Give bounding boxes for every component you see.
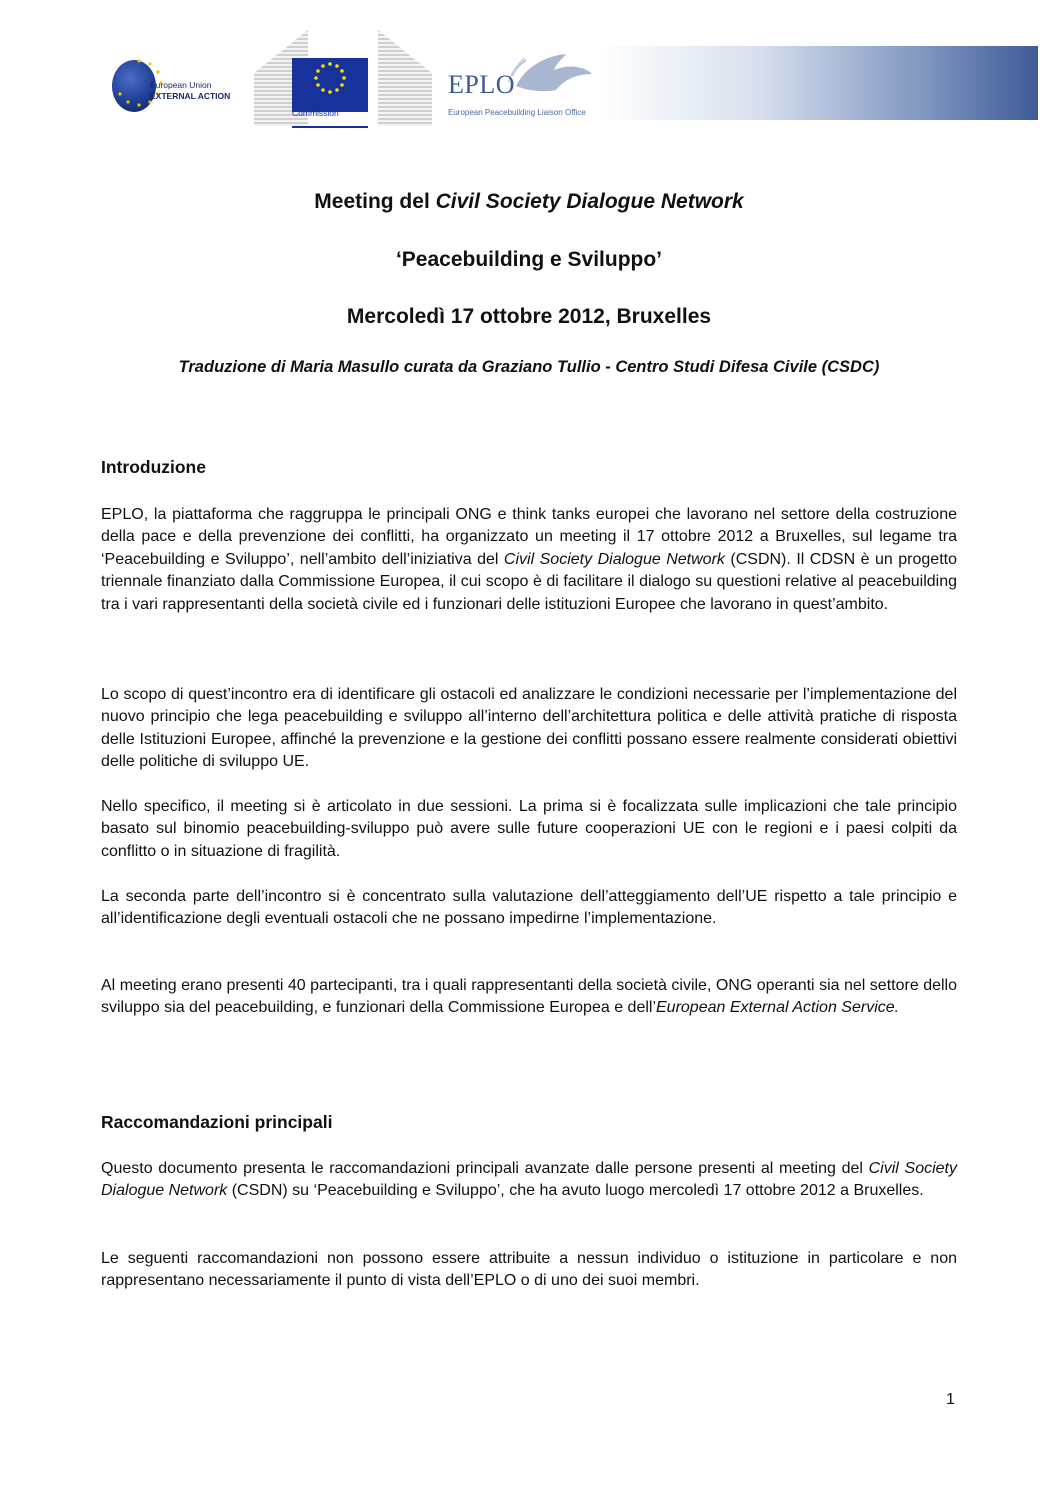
eplo-logo-name: EPLO: [448, 70, 515, 99]
eu-logo-line1: European Union: [150, 80, 212, 90]
recommendations-paragraph-1: [101, 1158, 957, 1203]
intro-p5-text: [101, 975, 957, 1020]
rec-p1-part-b: (CSDN) su ‘Peacebuilding e Sviluppo’, che ha avuto luogo mercoledì 17 ottobre 2012 a Bruxelles.: [227, 1182, 924, 1200]
intro-p5-part-a: Al meeting erano presenti 40 partecipanti, tra i quali rappresentanti della società civile, ONG operanti sia nel settore dello sviluppo sia del peacebuilding, e funzionari della Commissione Europea e dell’: [101, 977, 957, 1017]
intro-paragraph-5: [101, 975, 957, 1020]
document-subtitle: ‘Peacebuilding e Sviluppo’: [395, 248, 663, 271]
title-block: [0, 188, 1058, 378]
header-gradient-band: [600, 46, 1038, 120]
eu-external-action-logo: [112, 56, 252, 118]
rec-p1-part-a: Questo documento presenta le raccomandazioni principali avanzate dalle persone presenti al meeting del: [101, 1160, 869, 1177]
page-number: 1: [946, 1391, 955, 1408]
intro-p3-text: Nello specifico, il meeting si è articolato in due sessioni. La prima si è focalizzata sulle implicazioni che tale principio basato sul binomio peacebuilding-sviluppo può avere sulle future cooperazioni UE con le regioni e i paesi colpiti da conflitto o in situazione di fragilità.: [101, 798, 957, 860]
rec-p2-text: Le seguenti raccomandazioni non possono essere attribuite a nessun individuo o istituzione in particolare e non rappresentano necessariamente il punto di vista dell’EPLO o di uno dei suoi membri.: [101, 1250, 957, 1290]
title-prefix: Meeting del: [314, 190, 436, 213]
document-title: [0, 188, 1058, 216]
eu-logo-line2: EXTERNAL ACTION: [150, 91, 231, 101]
ec-logo-line2: Commission: [292, 108, 339, 118]
intro-p4-text: La seconda parte dell’incontro si è concentrato sulla valutazione dell’atteggiamento dell’UE rispetto a tale principio e all’identificazione degli eventuali ostacoli che ne possano impedirne l’implementazione.: [101, 888, 957, 928]
eplo-logo-subtitle: European Peacebuilding Liaison Office: [448, 108, 586, 117]
building-right-graphic: [378, 30, 432, 126]
intro-heading-block: [101, 456, 957, 478]
flag-stars-icon: [292, 58, 368, 100]
intro-p1-part-a: EPLO, la piattaforma che raggruppa le principali ONG e think tanks europei che lavorano nel settore della costruzione della pace e della prevenzione dei conflitti, ha organizzato un meeting il 17 ottobre 2012 a Bruxelles, sul legame tra ‘Peacebuilding e Sviluppo’, nell’ambito dell’iniziativa del: [101, 506, 957, 568]
recommendations-heading-block: [101, 1111, 957, 1133]
intro-paragraph-2: [101, 684, 957, 774]
recommendations-heading: Raccomandazioni principali: [101, 1112, 333, 1132]
rec-p1-italic: Civil Society Dialogue Network: [101, 1160, 957, 1200]
intro-paragraph-3: [101, 796, 957, 863]
intro-p5-italic: European External Action Service.: [656, 999, 900, 1017]
european-commission-logo: [254, 30, 432, 130]
translation-credit: Traduzione di Maria Masullo curata da Graziano Tullio - Centro Studi Difesa Civile (CSDC): [178, 358, 880, 376]
ec-logo-text: [292, 100, 368, 118]
ec-logo-line1: European: [292, 99, 329, 109]
title-italic-network: Civil Society Dialogue Network: [435, 190, 744, 213]
intro-p1-text: [101, 504, 957, 616]
recommendations-paragraph-2: [101, 1248, 957, 1293]
eplo-logo: [446, 46, 596, 120]
document-header: [0, 0, 1058, 130]
intro-paragraph-4: [101, 886, 957, 931]
rec-p1-text: [101, 1158, 957, 1203]
dove-icon: [506, 46, 596, 106]
document-date-place: Mercoledì 17 ottobre 2012, Bruxelles: [346, 305, 712, 328]
ec-logo-underline: [292, 126, 368, 128]
intro-p1-part-b: (CSDN). Il CDSN è un progetto triennale finanziato dalla Commissione Europea, il cui scopo è di facilitare il dialogo su questioni relative al peacebuilding tra i vari rappresentanti della società civile ed i funzionari delle istituzioni Europee che lavorano in quest’ambito.: [101, 550, 957, 613]
intro-p1-italic: Civil Society Dialogue Network: [503, 550, 725, 568]
intro-heading: Introduzione: [101, 457, 206, 477]
intro-p2-text: Lo scopo di quest’incontro era di identificare gli ostacoli ed analizzare le condizioni necessarie per l’implementazione del nuovo principio che lega peacebuilding e sviluppo all’interno dell’architettura politica e delle attività pratiche di risposta delle Istituzioni Europee, affinché la prevenzione e la gestione dei conflitti possano essere realmente considerati obiettivi delle politiche di sviluppo UE.: [101, 686, 957, 771]
intro-paragraph-1: [101, 504, 957, 616]
